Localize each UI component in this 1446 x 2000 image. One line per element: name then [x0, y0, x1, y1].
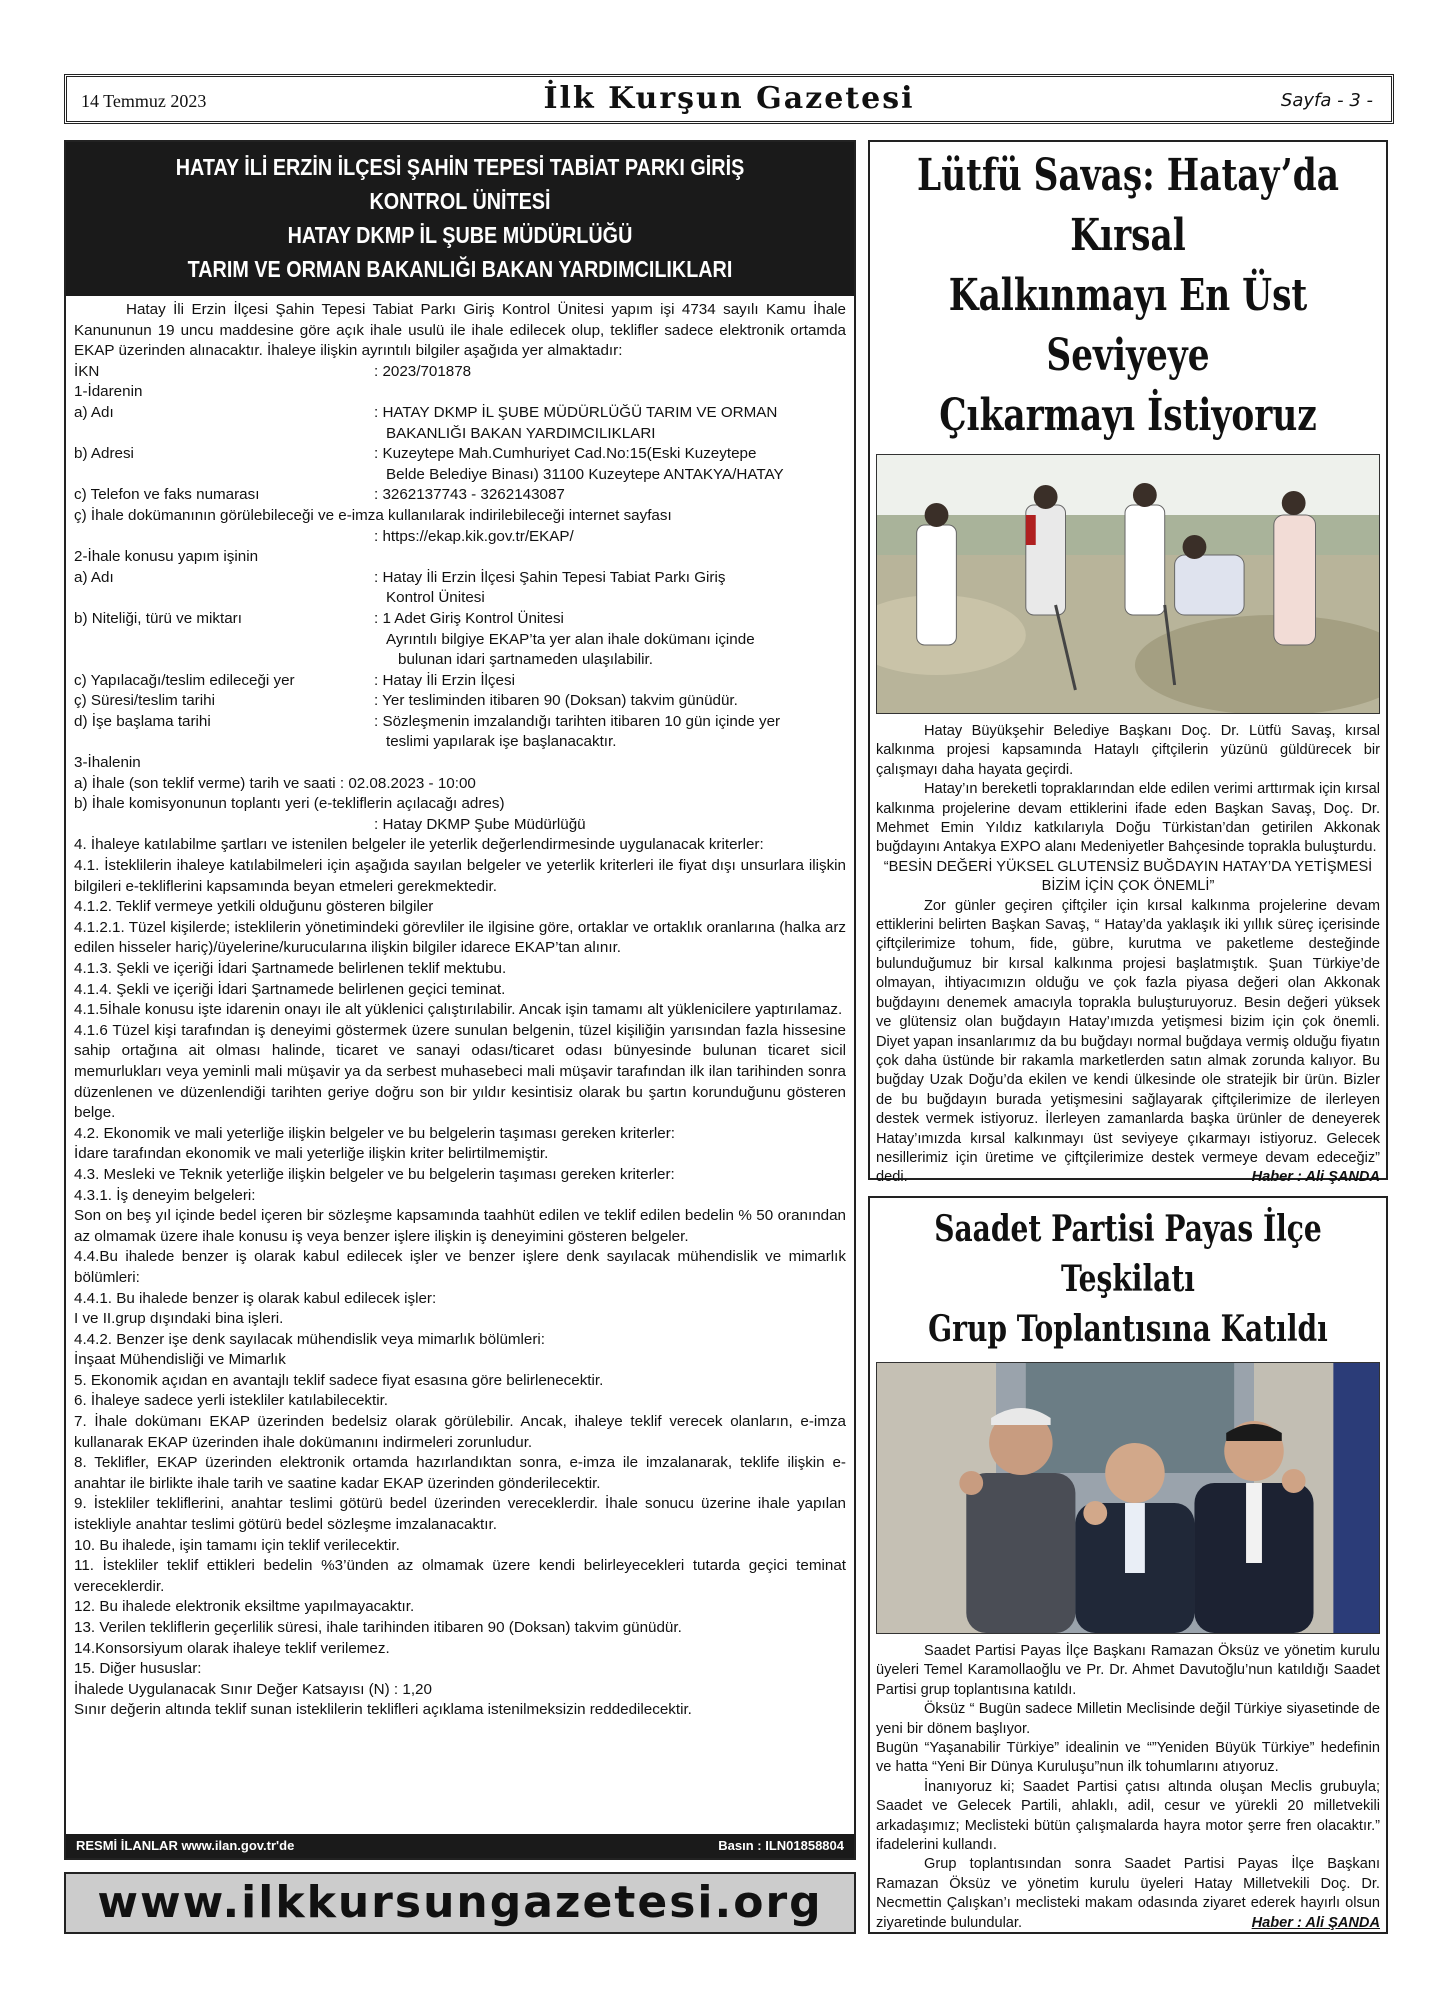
- field-label: c) Telefon ve faks numarası: [74, 486, 260, 504]
- document-url-label: ç) İhale dokümanının görülebileceği ve e-imza kullanılarak indirilebileceği internet sayfası: [74, 506, 672, 524]
- phone-row: [74, 485, 846, 506]
- notice-paragraphs: [74, 835, 846, 1721]
- article-paragraph: Saadet Partisi Payas İlçe Başkanı Ramazan Öksüz ve yönetim kurulu üyeleri Temel Karamollaoğlu ve Pr. Dr. Ahmet Davutoğlu’nun katıldığı Saadet Partisi grup toplantısına katıldı.: [876, 1643, 1380, 1698]
- field-label: b) Niteliği, türü ve miktarı: [74, 609, 242, 627]
- notice-heading-line: HATAY DKMP İL ŞUBE MÜDÜRLÜĞÜ: [287, 222, 633, 248]
- notice-body: [66, 296, 854, 1721]
- section-heading: 3-İhalenin: [74, 754, 141, 772]
- article-body: [876, 722, 1380, 1188]
- notice-paragraph: 7. İhale dokümanı EKAP üzerinden bedelsiz olarak görülebilir. Ancak, ihaleye teklif verecek olanların, e-imza kullanarak EKAP üzerinden ihale dokümanını indirmeleri zorunludur.: [74, 1413, 846, 1451]
- notice-paragraph: 4.1.2. Teklif vermeye yetkili olduğunu gösteren bilgiler: [74, 898, 434, 916]
- field-continuation: Kontrol Ünitesi: [386, 589, 485, 607]
- article-title: [885, 1204, 1372, 1354]
- notice-paragraph: İnşaat Mühendisliği ve Mimarlık: [74, 1351, 286, 1369]
- notice-paragraph: 4.2. Ekonomik ve mali yeterliğe ilişkin belgeler ve bu belgelerin taşıması gereken kriterler:: [74, 1124, 676, 1142]
- page-number: Sayfa - 3 -: [1280, 90, 1373, 111]
- field-label: a) Adı: [74, 403, 114, 421]
- field-value: : HATAY DKMP İL ŞUBE MÜDÜRLÜĞÜ TARIM VE ORMAN: [374, 403, 778, 421]
- article-title-line: Çıkarmayı İstiyoruz: [939, 390, 1317, 441]
- field-planting-photo: [877, 455, 1379, 713]
- article-title-line: Grup Toplantısına Katıldı: [928, 1308, 1328, 1350]
- notice-paragraph: 4. İhaleye katılabilme şartları ve istenilen belgeler ile yeterlik değerlendirmesinde uygulanacak kriterler:: [74, 836, 764, 854]
- issue-date: 14 Temmuz 2023: [81, 91, 207, 111]
- field-continuation: BAKANLIĞI BAKAN YARDIMCILIKLARI: [386, 424, 656, 442]
- address-row: [74, 444, 846, 465]
- field-continuation: bulunan idari şartnameden ulaşılabilir.: [398, 651, 653, 669]
- commission-place: : Hatay DKMP Şube Müdürlüğü: [374, 815, 586, 833]
- field-continuation: Belde Belediye Binası) 31100 Kuzeytepe ANTAKYA/HATAY: [386, 465, 784, 483]
- field-value: : 1 Adet Giriş Kontrol Ünitesi: [374, 609, 564, 627]
- field-continuation: teslimi yapılarak işe başlanacaktır.: [386, 733, 617, 751]
- article-paragraph: Hatay’ın bereketli topraklarından elde edilen verimi arttırmak için kırsal kalkınma projelerine devam ettiklerini ifade eden Başkan Savaş, Doç. Dr. Mehmet Emin Yıldız katkılarıyla Doğu Türkistan’dan getirilen Akkonak buğdayını Antakya EXPO alanı Medeniyetler Bahçesinde toprakla buluşturdu.: [876, 781, 1380, 856]
- notice-paragraph: 15. Diğer hususlar:: [74, 1660, 202, 1678]
- notice-paragraph: Sınır değerin altında teklif sunan isteklilerin teklifleri açıklama istenilmeksizin reddedilecektir.: [74, 1701, 692, 1719]
- field-label: a) Adı: [74, 568, 114, 586]
- article-byline: Haber : Ali ŞANDA: [1251, 1169, 1380, 1186]
- field-label: d) İşe başlama tarihi: [74, 712, 211, 730]
- document-url[interactable]: : https://ekap.kik.gov.tr/EKAP/: [374, 527, 574, 545]
- press-code: Basın : ILN01858804: [718, 1838, 844, 1853]
- notice-heading-line: TARIM VE ORMAN BAKANLIĞI BAKAN YARDIMCILIKLARI: [187, 256, 733, 282]
- notice-paragraph: 4.4.1. Bu ihalede benzer iş olarak kabul edilecek işler:: [74, 1289, 437, 1307]
- article-lutfu-savas: [868, 140, 1388, 1186]
- notice-paragraph: 4.3. Mesleki ve Teknik yeterliğe ilişkin belgeler ve bu belgelerin taşıması gereken kriterler:: [74, 1165, 675, 1183]
- field-label: b) Adresi: [74, 445, 134, 463]
- notice-paragraph: 4.1.6 Tüzel kişi tarafından iş deneyimi göstermek üzere sunulan belgenin, tüzel kişiliğin yarısından fazla hissesine sahip ortağına ait olması halinde, ticaret ve sanayi odası/ticaret odası bünyesinde bulunan ticaret sicil memurlukları veya yeminli mali müşavir ya da serbest muhasebeci mali müşavir tarafından ilk ilan tarihinden sonra düzenlenen ve düzenlendiği tarihten geriye doğru son bir yıldır kesintisiz olarak bu şartın korunduğunu gösteren belge.: [74, 1021, 846, 1122]
- article-byline: Haber : Ali ŞANDA: [1251, 1914, 1380, 1931]
- admin-name-row: [74, 403, 846, 424]
- section-heading: 1-İdarenin: [74, 383, 143, 401]
- article-paragraph: Öksüz “ Bugün sadece Milletin Meclisinde değil Türkiye siyasetinde de yeni bir dönem başlıyor.: [876, 1701, 1380, 1737]
- article-paragraph-text: Grup toplantısından sonra Saadet Partisi Payas İlçe Başkanı Ramazan Öksüz ve yönetim kurulu üyeleri Hatay Milletvekili Doç. Dr. Necmettin Çalışkan’ı meclisteki makam odasında ziyaret ederek hayırlı olsun ziyaretinde bulundular.: [876, 1856, 1380, 1931]
- article-paragraph: [876, 1855, 1380, 1933]
- notice-paragraph: 4.1.4. Şekli ve içeriği İdari Şartnamede belirlenen geçici teminat.: [74, 980, 506, 998]
- notice-paragraph: 12. Bu ihalede elektronik eksiltme yapılmayacaktır.: [74, 1598, 415, 1616]
- notice-paragraph: 14.Konsorsiyum olarak ihaleye teklif verilemez.: [74, 1639, 390, 1657]
- article-saadet-partisi: [868, 1196, 1388, 1934]
- notice-paragraph: 4.3.1. İş deneyim belgeleri:: [74, 1186, 256, 1204]
- article-paragraph: Hatay Büyükşehir Belediye Başkanı Doç. Dr. Lütfü Savaş, kırsal kalkınma projesi kapsamında Hataylı çiftçilerin yüzünü güldürecek bir çalışmayı daha hayata geçirdi.: [876, 723, 1380, 778]
- notice-intro: Hatay İli Erzin İlçesi Şahin Tepesi Tabiat Parkı Giriş Kontrol Ünitesi yapım işi 4734 sayılı Kamu İhale Kanununun 19 uncu maddesine göre açık ihale usulü ile ihale edilecek olup, teklifler sadece elektronik ortamda EKAP üzerinden alınacaktır. İhaleye ilişkin ayrıntılı bilgiler aşağıda yer almaktadır:: [74, 301, 846, 360]
- notice-paragraph: 6. İhaleye sadece yerli istekliler katılabilecektir.: [74, 1392, 389, 1410]
- article-paragraph-text: Zor günler geçiren çiftçiler için kırsal kalkınma projelerine devam ettiklerini belirten Başkan Savaş, “ Hatay’da yaklaşık iki yıllık süreç içerisinde çiftçilerimize tohum, fide, gübre, kurutma ve paketleme desteğinde bulunduğumuz bir kırsal kalkınma projesi başlatmıştık. Şuan Türkiye’de olmayan, ihtiyacımızın olduğu ve çok fazla piyasa değeri olan Akkonak buğdayını denemek amacıyla toprakla buluşturuyoruz. Besin değeri yüksek ve glütensiz olan buğdayın Hatay’ımızda yetişmesi bizim için çok önemli. Diyet yapan insanlarımız da bu buğdayı normal buğdaya vermiş olduğu fiyatın çok daha üstünde bir rakamla marketlerden satın almak zorunda kalıyor. Bu buğday Uzak Doğu’da ekilen ve kendi ülkesinde ole stratejik bir ürün. Bizler de bu buğdayın burada yetişmesini sağlayarak çiftçilerimize de ilerleyen destek vermek istiyoruz. İlerleyen zamanlarda başka ürünler de deneyerek Hatay’ımızda kırsal kalkınmayı üst seviyeye çıkarmayı istiyoruz. Gelecek nesillerimiz için üretime ve çiftçilerimize destek vermeye devam edeceğiz” dedi.: [876, 897, 1380, 1186]
- article-subheading: “BESİN DEĞERİ YÜKSEL GLUTENSİZ BUĞDAYIN HATAY’DA YETİŞMESİ BİZİM İÇİN ÇOK ÖNEMLİ”: [883, 858, 1373, 895]
- article-paragraph: İnanıyoruz ki; Saadet Partisi çatısı altında oluşan Meclis grubuyla; Saadet ve Gelecek Partili, ahlaklı, adil, cesur ve yürekli 20 milletvekili arkadaşımız; Meclisteki bütün çalışmalarda hayra motor şerre fren olacaktır.” ifadelerini kullandı.: [876, 1778, 1380, 1854]
- article-body: [876, 1642, 1380, 1933]
- notice-footer: [66, 1834, 854, 1858]
- article-title-line: Saadet Partisi Payas İlçe Teşkilatı: [934, 1208, 1322, 1300]
- notice-paragraph: İdare tarafından ekonomik ve mali yeterliğe ilişkin kriter belirtilmemiştir.: [74, 1145, 549, 1163]
- field-continuation: Ayrıntılı bilgiye EKAP’ta yer alan ihale dokümanı içinde: [386, 630, 755, 648]
- notice-paragraph: 8. Teklifler, EKAP üzerinden elektronik ortamda hazırlandıktan sonra, e-imza ile imzalanarak, teklife ilişkin e-anahtar ile birlikte ihale tarih ve saatine kadar EKAP üzerinden gönderilecektir.: [74, 1454, 846, 1492]
- work-name-row: [74, 568, 846, 589]
- article-photo-field: [876, 454, 1380, 714]
- notice-paragraph: 4.4.Bu ihalede benzer iş olarak kabul edilecek işler ve benzer işlere denk sayılacak mühendislik ve mimarlık bölümleri:: [74, 1248, 846, 1286]
- notice-paragraph: 11. İstekliler teklif ettikleri bedelin %3’ünden az olmamak üzere kendi belirleyecekleri tutarda geçici teminat vereceklerdir.: [74, 1557, 846, 1595]
- notice-paragraph: 4.1.2.1. Tüzel kişilerde; isteklilerin yönetimindeki görevliler ile ilgisine göre, ortaklar ve ortaklık oranlarına (halka arz edilen hisseler hariç)/üyelerine/kurucularına ilişkin bilgiler idarece EKAP’tan alınır.: [74, 918, 846, 957]
- article-paragraph: Bugün “Yaşanabilir Türkiye” idealinin ve “”Yeniden Büyük Türkiye” hedefinin ve hatta “Yeni Bir Dünya Kuruluşu”nun ilk tohumlarını atıyoruz.: [876, 1740, 1380, 1776]
- ikn-row: [74, 362, 846, 383]
- official-ads-link: RESMİ İLANLAR www.ilan.gov.tr'de: [76, 1838, 295, 1853]
- article-title-line: Kalkınmayı En Üst Seviyeye: [948, 270, 1308, 381]
- field-value: : Yer tesliminden itibaren 90 (Doksan) takvim günüdür.: [374, 692, 738, 710]
- notice-heading-line: HATAY İLİ ERZİN İLÇESİ ŞAHİN TEPESİ TABİAT PARKI GİRİŞ KONTROL ÜNİTESİ: [175, 154, 745, 214]
- page-header: [64, 74, 1394, 124]
- notice-paragraph: İhalede Uygulanacak Sınır Değer Katsayısı (N) : 1,20: [74, 1680, 432, 1698]
- notice-paragraph: Son on beş yıl içinde bedel içeren bir sözleşme kapsamında taahhüt edilen ve teklif edilen bedelin % 50 oranından az olmamak üzere ihale konusu iş veya benzer işlere ilişkin iş deneyimini gösteren belgeler.: [74, 1207, 846, 1245]
- field-value: : 2023/701878: [374, 362, 472, 380]
- notice-paragraph: 4.1.5İhale konusu işte idarenin onayı ile alt yüklenici çalıştırılabilir. Ancak işin tamamı alt yüklenicilere yaptırılamaz.: [74, 1001, 843, 1019]
- field-value: : Sözleşmenin imzalandığı tarihten itibaren 10 gün içinde yer: [374, 712, 781, 730]
- tender-date: a) İhale (son teklif verme) tarih ve saati : 02.08.2023 - 10:00: [74, 774, 476, 792]
- newspaper-title: İlk Kurşun Gazetesi: [543, 81, 915, 116]
- field-label: c) Yapılacağı/teslim edileceği yer: [74, 671, 295, 689]
- notice-paragraph: 13. Verilen tekliflerin geçerlilik süresi, ihale tarihinden itibaren 90 (Doksan) takvim günüdür.: [74, 1619, 682, 1636]
- notice-paragraph: 9. İstekliler tekliflerini, anahtar teslimi götürü bedel üzerinden vereceklerdir. İhale sonucu üzerine ihale yapılan istekliyle anahtar teslimi götürü bedel sözleşme imzalanacaktır.: [74, 1495, 846, 1534]
- commission-place-label: b) İhale komisyonunun toplantı yeri (e-tekliflerin açılacağı adres): [74, 795, 505, 813]
- field-value: : Hatay İli Erzin İlçesi Şahin Tepesi Tabiat Parkı Giriş: [374, 568, 726, 586]
- section-heading: 2-İhale konusu yapım işinin: [74, 548, 259, 566]
- duration-row: [74, 691, 846, 712]
- notice-paragraph: 5. Ekonomik açıdan en avantajlı teklif sadece fiyat esasına göre belirlenecektir.: [74, 1371, 604, 1389]
- field-label: İKN: [74, 362, 100, 380]
- article-title-line: Lütfü Savaş: Hatay’da Kırsal: [917, 150, 1339, 261]
- notice-paragraph: 10. Bu ihalede, işin tamamı için teklif verilecektir.: [74, 1536, 400, 1554]
- notice-heading: [66, 142, 854, 296]
- website-banner[interactable]: www.ilkkursungazetesi.org: [64, 1872, 856, 1934]
- field-value: : 3262137743 - 3262143087: [374, 486, 565, 504]
- field-value: : Hatay İli Erzin İlçesi: [374, 671, 515, 689]
- notice-paragraph: 4.1. İsteklilerin ihaleye katılabilmeleri için aşağıda sayılan belgeler ve yeterlik kriterleri ile fiyat dışı unsurlara ilişkin bilgileri e-tekliflerini kapsamında beyan etmeleri gerekmektedir.: [74, 857, 846, 895]
- field-value: : Kuzeytepe Mah.Cumhuriyet Cad.No:15(Eski Kuzeytepe: [374, 445, 757, 463]
- start-date-row: [74, 712, 846, 733]
- official-notice: [64, 140, 856, 1860]
- article-photo-group: [876, 1362, 1380, 1634]
- article-paragraph: [876, 897, 1380, 1188]
- location-row: [74, 671, 846, 692]
- work-type-row: [74, 609, 846, 630]
- notice-paragraph: 4.1.3. Şekli ve içeriği İdari Şartnamede belirlenen teklif mektubu.: [74, 960, 507, 977]
- group-meeting-photo: [877, 1363, 1379, 1633]
- field-label: ç) Süresi/teslim tarihi: [74, 692, 215, 710]
- notice-paragraph: 4.4.2. Benzer işe denk sayılacak mühendislik veya mimarlık bölümleri:: [74, 1330, 546, 1348]
- notice-paragraph: I ve II.grup dışındaki bina işleri.: [74, 1310, 284, 1328]
- article-title: [885, 146, 1372, 446]
